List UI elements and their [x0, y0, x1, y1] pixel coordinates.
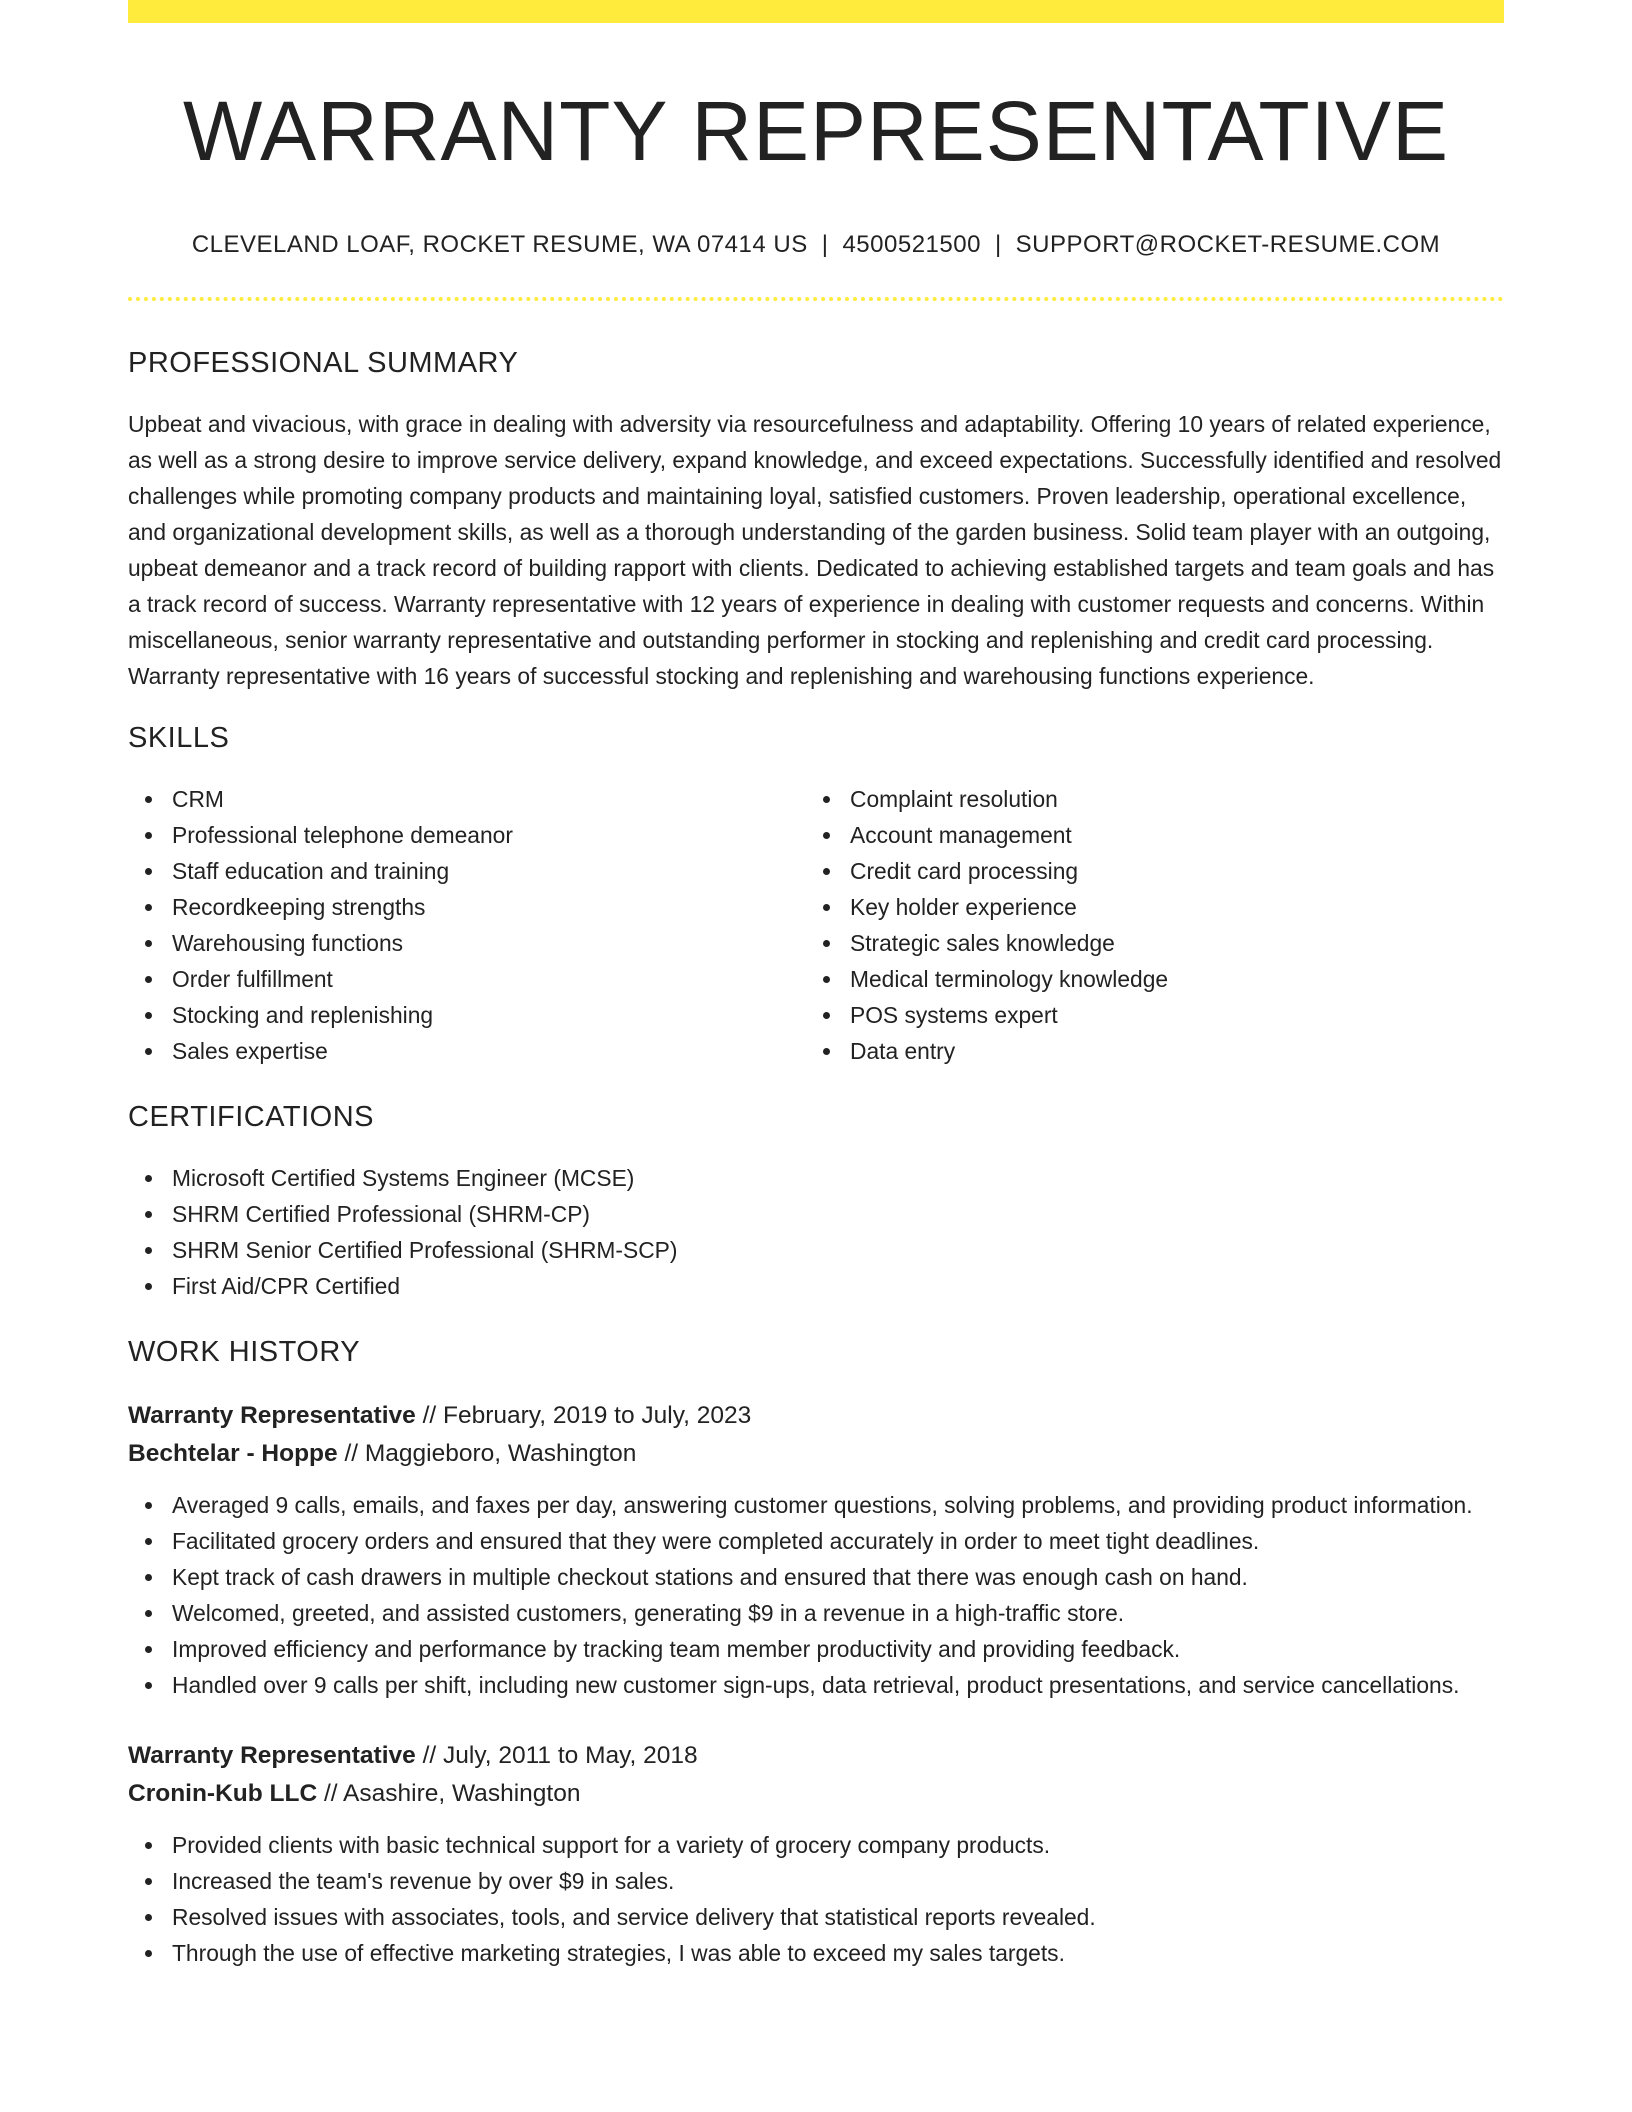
- dotted-divider: [128, 297, 1504, 301]
- contact-line: [128, 231, 1504, 259]
- contact-separator: |: [821, 231, 829, 259]
- contact-email: SUPPORT@ROCKET-RESUME.COM: [1015, 231, 1441, 259]
- certifications-list: [128, 1160, 1504, 1304]
- skill-item: Professional telephone demeanor: [172, 817, 806, 853]
- skill-item: Key holder experience: [850, 889, 1484, 925]
- job-entry: [128, 1397, 1504, 1703]
- job-entry: [128, 1737, 1504, 1971]
- certification-item: Microsoft Certified Systems Engineer (MCSE): [172, 1160, 1504, 1196]
- job-bullet: Kept track of cash drawers in multiple checkout stations and ensured that there was enough cash on hand.: [172, 1559, 1504, 1595]
- job-role-line: [128, 1397, 1504, 1435]
- skill-item: Order fulfillment: [172, 961, 806, 997]
- summary-heading: PROFESSIONAL SUMMARY: [128, 347, 519, 380]
- resume-page: [128, 0, 1504, 1971]
- job-bullet: Handled over 9 calls per shift, including new customer sign-ups, data retrieval, product presentations, and service cancellations.: [172, 1667, 1504, 1703]
- summary-text: Upbeat and vivacious, with grace in dealing with adversity via resourcefulness and adaptability. Offering 10 years of related experience, as well as a strong desire to improve service delivery, expand knowledge, and exceed expectations. Successfully identified and resolved challenges while promoting company products and maintaining loyal, satisfied customers. Proven leadership, operational excellence, and organizational development skills, as well as a thorough understanding of the garden business. Solid team player with an outgoing, upbeat demeanor and a track record of building rapport with clients. Dedicated to achieving established targets and team goals and has a track record of success. Warranty representative with 12 years of experience in dealing with customer requests and concerns. Within miscellaneous, senior warranty representative and outstanding performer in stocking and replenishing and credit card processing. Warranty representative with 16 years of successful stocking and replenishing and warehousing functions experience.: [128, 411, 1502, 690]
- job-location: // Maggieboro, Washington: [344, 1440, 637, 1468]
- job-bullet: Averaged 9 calls, emails, and faxes per day, answering customer questions, solving problems, and providing product information.: [172, 1487, 1504, 1523]
- skills-list-left: [128, 781, 806, 1069]
- job-company: Cronin-Kub LLC: [128, 1780, 318, 1808]
- certifications-heading: CERTIFICATIONS: [128, 1101, 374, 1134]
- job-dates: // February, 2019 to July, 2023: [422, 1402, 752, 1430]
- job-role: Warranty Representative: [128, 1402, 416, 1430]
- job-role-line: [128, 1737, 1504, 1775]
- skill-item: Complaint resolution: [850, 781, 1484, 817]
- job-bullet: Improved efficiency and performance by tracking team member productivity and providing feedback.: [172, 1631, 1504, 1667]
- job-bullets: [128, 1487, 1504, 1703]
- skill-item: Credit card processing: [850, 853, 1484, 889]
- skill-item: Staff education and training: [172, 853, 806, 889]
- certification-item: SHRM Senior Certified Professional (SHRM-SCP): [172, 1232, 1504, 1268]
- contact-phone: 4500521500: [842, 231, 981, 259]
- skill-item: Warehousing functions: [172, 925, 806, 961]
- job-location: // Asashire, Washington: [323, 1780, 581, 1808]
- job-bullet: Facilitated grocery orders and ensured that they were completed accurately in order to meet tight deadlines.: [172, 1523, 1504, 1559]
- skill-item: Recordkeeping strengths: [172, 889, 806, 925]
- certification-item: First Aid/CPR Certified: [172, 1268, 1504, 1304]
- skill-item: Stocking and replenishing: [172, 997, 806, 1033]
- work-history-heading: WORK HISTORY: [128, 1336, 361, 1369]
- skill-item: Strategic sales knowledge: [850, 925, 1484, 961]
- certification-item: SHRM Certified Professional (SHRM-CP): [172, 1196, 1504, 1232]
- skills-heading: SKILLS: [128, 722, 230, 755]
- skill-item: Account management: [850, 817, 1484, 853]
- skill-item: POS systems expert: [850, 997, 1484, 1033]
- job-role: Warranty Representative: [128, 1742, 416, 1770]
- skill-item: CRM: [172, 781, 806, 817]
- contact-address: CLEVELAND LOAF, ROCKET RESUME, WA 07414 US: [191, 231, 808, 259]
- job-company: Bechtelar - Hoppe: [128, 1440, 338, 1468]
- accent-top-bar: [128, 0, 1504, 23]
- skill-item: Medical terminology knowledge: [850, 961, 1484, 997]
- job-company-line: [128, 1775, 1504, 1813]
- job-bullet: Welcomed, greeted, and assisted customers, generating $9 in a revenue in a high-traffic store.: [172, 1595, 1504, 1631]
- job-company-line: [128, 1435, 1504, 1473]
- skills-list-right: [806, 781, 1484, 1069]
- job-bullet: Resolved issues with associates, tools, and service delivery that statistical reports revealed.: [172, 1899, 1504, 1935]
- contact-separator: |: [994, 231, 1002, 259]
- job-dates: // July, 2011 to May, 2018: [422, 1742, 698, 1770]
- job-bullet: Increased the team's revenue by over $9 in sales.: [172, 1863, 1504, 1899]
- resume-title: WARRANTY REPRESENTATIVE: [182, 84, 1450, 178]
- job-bullets: [128, 1827, 1504, 1971]
- job-bullet: Through the use of effective marketing strategies, I was able to exceed my sales targets.: [172, 1935, 1504, 1971]
- skills-columns: [128, 781, 1504, 1069]
- job-bullet: Provided clients with basic technical support for a variety of grocery company products.: [172, 1827, 1504, 1863]
- skill-item: Sales expertise: [172, 1033, 806, 1069]
- skill-item: Data entry: [850, 1033, 1484, 1069]
